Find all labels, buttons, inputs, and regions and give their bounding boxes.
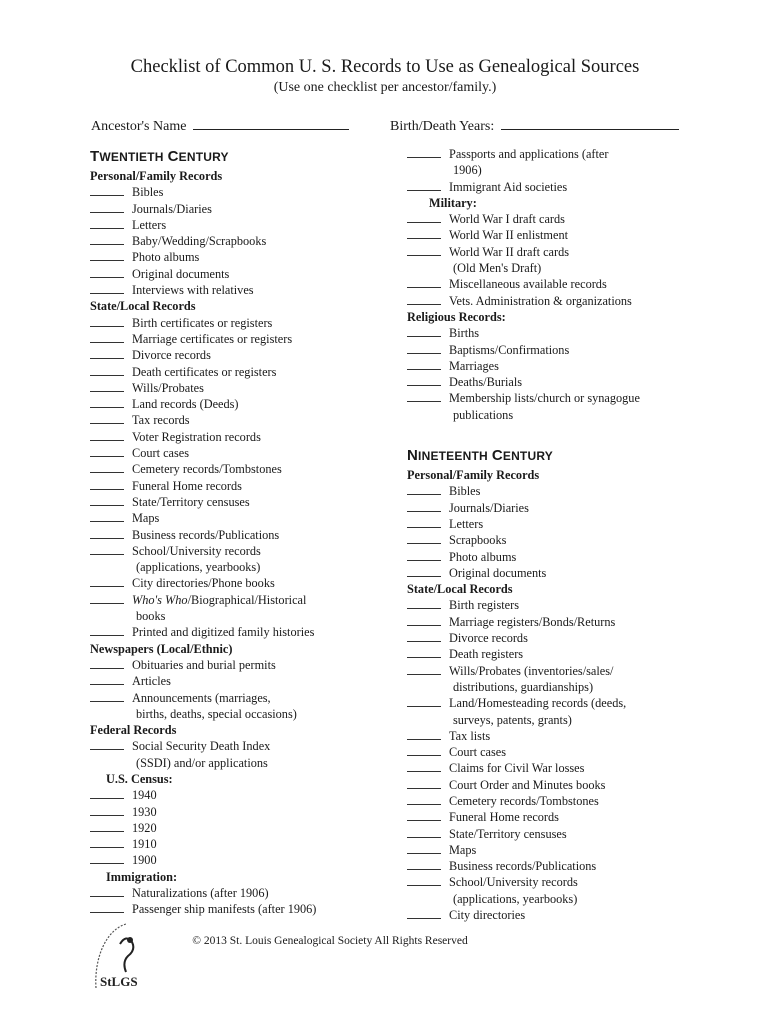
checkbox-blank[interactable] bbox=[90, 412, 124, 424]
checklist-item bbox=[90, 184, 390, 200]
checklist-item bbox=[90, 885, 390, 901]
checklist-item-label: Original documents bbox=[132, 266, 230, 281]
checklist-item bbox=[407, 630, 707, 646]
checklist-item bbox=[90, 901, 390, 917]
checklist-item bbox=[90, 266, 390, 282]
checklist-item-label: Announcements (marriages, bbox=[132, 690, 271, 705]
checklist-item-label: 1900 bbox=[132, 853, 157, 868]
checkbox-blank[interactable] bbox=[90, 315, 124, 327]
checkbox-blank[interactable] bbox=[407, 358, 441, 370]
checklist-item-label: Interviews with relatives bbox=[132, 283, 254, 298]
checklist-item bbox=[407, 390, 707, 406]
checklist-item-label: Bibles bbox=[449, 484, 481, 499]
checkbox-blank[interactable] bbox=[90, 396, 124, 408]
checklist-item-label: Birth registers bbox=[449, 598, 520, 613]
checklist-item bbox=[407, 614, 707, 630]
checklist-item-label: Business records/Publications bbox=[449, 859, 597, 874]
checklist-item-label: Vets. Administration & organizations bbox=[449, 293, 632, 308]
stlgs-logo bbox=[86, 918, 150, 994]
checkbox-blank[interactable] bbox=[407, 695, 441, 707]
checklist-item bbox=[407, 244, 707, 260]
ancestor-name-label: Ancestor's Name bbox=[91, 119, 187, 134]
checklist-item-label: Maps bbox=[132, 511, 160, 526]
checklist-item-label: Photo albums bbox=[449, 549, 517, 564]
checklist-item-label: Baptisms/Confirmations bbox=[449, 342, 570, 357]
checklist-item bbox=[90, 836, 390, 852]
checkbox-blank[interactable] bbox=[90, 266, 124, 278]
checkbox-blank[interactable] bbox=[407, 597, 441, 609]
checklist-item-label: Scrapbooks bbox=[449, 533, 507, 548]
checklist-item-label: Letters bbox=[132, 217, 167, 232]
checklist-item-label: Passports and applications (after bbox=[449, 147, 609, 161]
checkbox-blank[interactable] bbox=[407, 842, 441, 854]
checklist-item-label: School/University records bbox=[132, 543, 261, 558]
checklist-item-label: Death registers bbox=[449, 647, 524, 662]
checkbox-blank[interactable] bbox=[90, 738, 124, 750]
checkbox-blank[interactable] bbox=[90, 380, 124, 392]
checklist-item bbox=[407, 146, 707, 162]
checklist-item bbox=[407, 744, 707, 760]
checklist-item bbox=[90, 852, 390, 868]
checklist-item bbox=[407, 516, 707, 532]
checkbox-blank[interactable] bbox=[407, 227, 441, 239]
checklist-item-label: Tax lists bbox=[449, 728, 491, 743]
checklist-item-label: Journals/Diaries bbox=[132, 201, 212, 216]
checkbox-blank[interactable] bbox=[407, 663, 441, 675]
checklist-item bbox=[90, 282, 390, 298]
checkbox-blank[interactable] bbox=[90, 201, 124, 213]
checkbox-blank[interactable] bbox=[407, 500, 441, 512]
checklist-item bbox=[407, 728, 707, 744]
checklist-item-label: Marriage registers/Bonds/Returns bbox=[449, 614, 616, 629]
checkbox-blank[interactable] bbox=[407, 244, 441, 256]
checklist-item bbox=[90, 461, 390, 477]
checklist-item bbox=[407, 532, 707, 548]
item-continuation: publications bbox=[453, 407, 514, 422]
checklist-item-label: City directories/Phone books bbox=[132, 576, 275, 591]
checklist-item-label: Immigrant Aid societies bbox=[449, 179, 568, 194]
item-continuation: (applications, yearbooks) bbox=[136, 560, 261, 575]
checklist-item-label: Articles bbox=[132, 674, 171, 689]
checklist-item bbox=[90, 412, 390, 428]
checkbox-blank[interactable] bbox=[90, 690, 124, 702]
checklist-item bbox=[90, 380, 390, 396]
birth-death-years-line[interactable] bbox=[501, 117, 679, 130]
checklist-item-label: Land records (Deeds) bbox=[132, 397, 239, 412]
checkbox-blank[interactable] bbox=[90, 510, 124, 522]
checkbox-blank[interactable] bbox=[90, 836, 124, 848]
page-subtitle: (Use one checklist per ancestor/family.) bbox=[273, 80, 497, 95]
item-continuation: (applications, yearbooks) bbox=[453, 891, 578, 906]
checkbox-blank[interactable] bbox=[407, 146, 441, 158]
checklist-item bbox=[407, 597, 707, 613]
checkbox-blank[interactable] bbox=[407, 276, 441, 288]
checklist-item-label: Birth certificates or registers bbox=[132, 315, 273, 330]
checkbox-blank[interactable] bbox=[90, 347, 124, 359]
checklist-item-label: Original documents bbox=[449, 565, 547, 580]
checkbox-blank[interactable] bbox=[90, 901, 124, 913]
checklist-item-label: Printed and digitized family histories bbox=[132, 625, 315, 640]
checklist-item-label: Court cases bbox=[132, 446, 190, 461]
checklist-item bbox=[90, 445, 390, 461]
checkbox-blank[interactable] bbox=[407, 532, 441, 544]
checklist-item-label: Funeral Home records bbox=[449, 810, 559, 825]
checklist-item-label: Maps bbox=[449, 842, 477, 857]
checklist-item-label: Social Security Death Index bbox=[132, 739, 271, 754]
checklist-item bbox=[407, 483, 707, 499]
checklist-item bbox=[90, 217, 390, 233]
checkbox-blank[interactable] bbox=[90, 657, 124, 669]
checkbox-blank[interactable] bbox=[90, 624, 124, 636]
checkbox-blank[interactable] bbox=[90, 673, 124, 685]
ancestor-name-line[interactable] bbox=[193, 117, 349, 130]
century-heading: TWENTIETH CENTURY bbox=[90, 148, 229, 165]
checklist-item-label: Voter Registration records bbox=[132, 429, 261, 444]
checkbox-blank[interactable] bbox=[90, 429, 124, 441]
logo-text: StLGS bbox=[100, 974, 138, 989]
right-column bbox=[407, 146, 707, 923]
checklist-item bbox=[407, 565, 707, 581]
checklist-item bbox=[407, 374, 707, 390]
section-heading: State/Local Records bbox=[407, 582, 513, 597]
checklist-item bbox=[407, 874, 707, 890]
checkbox-blank[interactable] bbox=[407, 630, 441, 642]
checklist-item bbox=[407, 227, 707, 243]
checklist-item-label: 1910 bbox=[132, 837, 157, 852]
checkbox-blank[interactable] bbox=[407, 614, 441, 626]
checkbox-blank[interactable] bbox=[90, 575, 124, 587]
section-heading: Federal Records bbox=[90, 723, 177, 738]
checklist-item-label: Obituaries and burial permits bbox=[132, 657, 276, 672]
checklist-item bbox=[90, 673, 390, 689]
checklist-item bbox=[90, 364, 390, 380]
checklist-item bbox=[407, 358, 707, 374]
checklist-item bbox=[90, 331, 390, 347]
item-continuation: (SSDI) and/or applications bbox=[136, 755, 268, 770]
checklist-item-label: Tax records bbox=[132, 413, 190, 428]
item-continuation: distributions, guardianships) bbox=[453, 679, 594, 694]
checkbox-blank[interactable] bbox=[407, 516, 441, 528]
checklist-item-label: Court cases bbox=[449, 745, 507, 760]
checklist-item-label: Naturalizations (after 1906) bbox=[132, 886, 269, 901]
item-continuation: surveys, patents, grants) bbox=[453, 712, 572, 727]
checkbox-blank[interactable] bbox=[90, 804, 124, 816]
checklist-item bbox=[90, 575, 390, 591]
checklist-item bbox=[407, 500, 707, 516]
ancestor-name-field[interactable] bbox=[91, 117, 349, 135]
checkbox-blank[interactable] bbox=[90, 331, 124, 343]
item-continuation: (Old Men's Draft) bbox=[453, 261, 542, 276]
checklist-item bbox=[407, 826, 707, 842]
checklist-item-label: Business records/Publications bbox=[132, 527, 280, 542]
checkbox-blank[interactable] bbox=[90, 543, 124, 555]
section-heading: Newspapers (Local/Ethnic) bbox=[90, 641, 233, 656]
checklist-item-label: Photo albums bbox=[132, 250, 200, 265]
subsection-heading: U.S. Census: bbox=[106, 771, 173, 786]
checklist-item bbox=[90, 624, 390, 640]
copyright-notice: © 2013 St. Louis Genealogical Society All Rights Reserved bbox=[192, 935, 468, 947]
checklist-item bbox=[90, 429, 390, 445]
section-heading: Personal/Family Records bbox=[90, 169, 223, 183]
checkbox-blank[interactable] bbox=[407, 858, 441, 870]
checkbox-blank[interactable] bbox=[90, 364, 124, 376]
checkbox-blank[interactable] bbox=[407, 179, 441, 191]
checklist-item bbox=[90, 804, 390, 820]
checklist-item-label: Divorce records bbox=[132, 348, 211, 363]
checkbox-blank[interactable] bbox=[90, 527, 124, 539]
checklist-item-label: Divorce records bbox=[449, 631, 528, 646]
checkbox-blank[interactable] bbox=[90, 249, 124, 261]
checkbox-blank[interactable] bbox=[407, 211, 441, 223]
checkbox-blank[interactable] bbox=[90, 820, 124, 832]
checklist-item-label: Claims for Civil War losses bbox=[449, 761, 585, 776]
checklist-item-label: World War II enlistment bbox=[449, 228, 569, 243]
checkbox-blank[interactable] bbox=[407, 325, 441, 337]
checklist-item bbox=[407, 842, 707, 858]
checklist-item bbox=[407, 342, 707, 358]
checkbox-blank[interactable] bbox=[90, 852, 124, 864]
checkbox-blank[interactable] bbox=[407, 565, 441, 577]
checklist-item-label: Letters bbox=[449, 516, 484, 531]
checklist-item bbox=[407, 777, 707, 793]
checklist-item bbox=[407, 276, 707, 292]
checklist-item bbox=[90, 527, 390, 543]
checklist-item bbox=[407, 793, 707, 809]
checkbox-blank[interactable] bbox=[90, 494, 124, 506]
checkbox-blank[interactable] bbox=[90, 461, 124, 473]
checklist-item-label: Births bbox=[449, 326, 480, 341]
checklist-item-label: Cemetery records/Tombstones bbox=[132, 462, 282, 477]
checklist-item-label: Membership lists/church or synagogue bbox=[449, 391, 640, 406]
checklist-item bbox=[90, 478, 390, 494]
item-continuation: books bbox=[136, 609, 166, 624]
checklist-item bbox=[90, 510, 390, 526]
checkbox-blank[interactable] bbox=[407, 728, 441, 740]
checkbox-blank[interactable] bbox=[407, 744, 441, 756]
checkbox-blank[interactable] bbox=[407, 374, 441, 386]
checklist-item bbox=[90, 543, 390, 559]
subsection-heading: Military: bbox=[429, 195, 477, 210]
checkbox-blank[interactable] bbox=[90, 233, 124, 245]
birth-death-years-label: Birth/Death Years: bbox=[390, 119, 495, 134]
checklist-item bbox=[90, 249, 390, 265]
checkbox-blank[interactable] bbox=[90, 282, 124, 294]
checkbox-blank[interactable] bbox=[90, 787, 124, 799]
section-heading: State/Local Records bbox=[90, 299, 196, 314]
checklist-item-label: Passenger ship manifests (after 1906) bbox=[132, 902, 317, 917]
checklist-item bbox=[90, 494, 390, 510]
checkbox-blank[interactable] bbox=[90, 592, 124, 604]
checklist-item-label: School/University records bbox=[449, 875, 578, 890]
checkbox-blank[interactable] bbox=[407, 907, 441, 919]
checklist-item bbox=[407, 907, 707, 923]
checklist-item-label: Court Order and Minutes books bbox=[449, 777, 606, 792]
checklist-item bbox=[90, 738, 390, 754]
checklist-item-label: Cemetery records/Tombstones bbox=[449, 793, 599, 808]
checklist-item-label: Death certificates or registers bbox=[132, 364, 277, 379]
checklist-item bbox=[407, 179, 707, 195]
checklist-item bbox=[90, 347, 390, 363]
checklist-item bbox=[407, 549, 707, 565]
checkbox-blank[interactable] bbox=[407, 809, 441, 821]
checklist-item bbox=[407, 646, 707, 662]
checklist-item-label: Land/Homesteading records (deeds, bbox=[449, 696, 627, 711]
checklist-item bbox=[90, 233, 390, 249]
checklist-item bbox=[90, 690, 390, 706]
checklist-item bbox=[407, 695, 707, 711]
checkbox-blank[interactable] bbox=[90, 217, 124, 229]
left-column bbox=[90, 146, 390, 918]
checklist-item-label: 1920 bbox=[132, 820, 157, 835]
checkbox-blank[interactable] bbox=[407, 293, 441, 305]
century-heading: NINETEENTH CENTURY bbox=[407, 447, 553, 465]
spacer bbox=[407, 423, 707, 445]
checkbox-blank[interactable] bbox=[90, 478, 124, 490]
checklist-item bbox=[90, 592, 390, 608]
checklist-item bbox=[407, 858, 707, 874]
subsection-heading: Immigration: bbox=[106, 869, 178, 884]
checkbox-blank[interactable] bbox=[90, 445, 124, 457]
checklist-item bbox=[407, 211, 707, 227]
checklist-item bbox=[407, 809, 707, 825]
section-heading: Religious Records: bbox=[407, 309, 506, 324]
checkbox-blank[interactable] bbox=[407, 483, 441, 495]
checkbox-blank[interactable] bbox=[407, 793, 441, 805]
checklist-item-label: 1940 bbox=[132, 788, 157, 803]
checkbox-blank[interactable] bbox=[407, 826, 441, 838]
checkbox-blank[interactable] bbox=[407, 760, 441, 772]
checklist-item-label: Miscellaneous available records bbox=[449, 277, 607, 292]
checklist-item-label: 1930 bbox=[132, 804, 157, 819]
birth-death-years-field[interactable] bbox=[390, 117, 679, 135]
checklist-item-label: World War I draft cards bbox=[449, 212, 565, 227]
checklist-item-label: State/Territory censuses bbox=[449, 826, 567, 841]
checklist-item-label: World War II draft cards bbox=[449, 244, 570, 259]
checklist-item-label: State/Territory censuses bbox=[132, 494, 250, 509]
checklist-item bbox=[90, 787, 390, 803]
checklist-item bbox=[407, 663, 707, 679]
checklist-item-label: Funeral Home records bbox=[132, 478, 242, 493]
checklist-item-label: Bibles bbox=[132, 185, 164, 200]
checkbox-blank[interactable] bbox=[407, 874, 441, 886]
checklist-item bbox=[90, 657, 390, 673]
checklist-item-label: Deaths/Burials bbox=[449, 375, 523, 390]
checkbox-blank[interactable] bbox=[407, 777, 441, 789]
item-continuation: births, deaths, special occasions) bbox=[136, 706, 297, 721]
checkbox-blank[interactable] bbox=[90, 184, 124, 196]
checklist-item bbox=[407, 760, 707, 776]
checklist-item-label: Marriages bbox=[449, 358, 499, 373]
checklist-item bbox=[90, 396, 390, 412]
item-continuation: 1906) bbox=[453, 163, 482, 178]
checklist-item bbox=[90, 315, 390, 331]
checklist-item bbox=[407, 293, 707, 309]
checklist-item-label: Marriage certificates or registers bbox=[132, 331, 293, 346]
checkbox-blank[interactable] bbox=[90, 885, 124, 897]
page-title: Checklist of Common U. S. Records to Use as Genealogical Sources bbox=[130, 57, 640, 77]
checkbox-blank[interactable] bbox=[407, 390, 441, 402]
checklist-item bbox=[407, 325, 707, 341]
checkbox-blank[interactable] bbox=[407, 549, 441, 561]
checklist-item-label: Wills/Probates (inventories/sales/ bbox=[449, 663, 614, 678]
checkbox-blank[interactable] bbox=[407, 646, 441, 658]
checklist-item-label: Who's Who/Biographical/Historical bbox=[132, 592, 307, 607]
checklist-item bbox=[90, 820, 390, 836]
section-heading: Personal/Family Records bbox=[407, 468, 540, 483]
checklist-item bbox=[90, 201, 390, 217]
checklist-item-label: Wills/Probates bbox=[132, 380, 204, 395]
checklist-item-label: City directories bbox=[449, 908, 526, 923]
checklist-item-label: Journals/Diaries bbox=[449, 500, 529, 515]
checklist-item-label: Baby/Wedding/Scrapbooks bbox=[132, 234, 267, 249]
checkbox-blank[interactable] bbox=[407, 342, 441, 354]
